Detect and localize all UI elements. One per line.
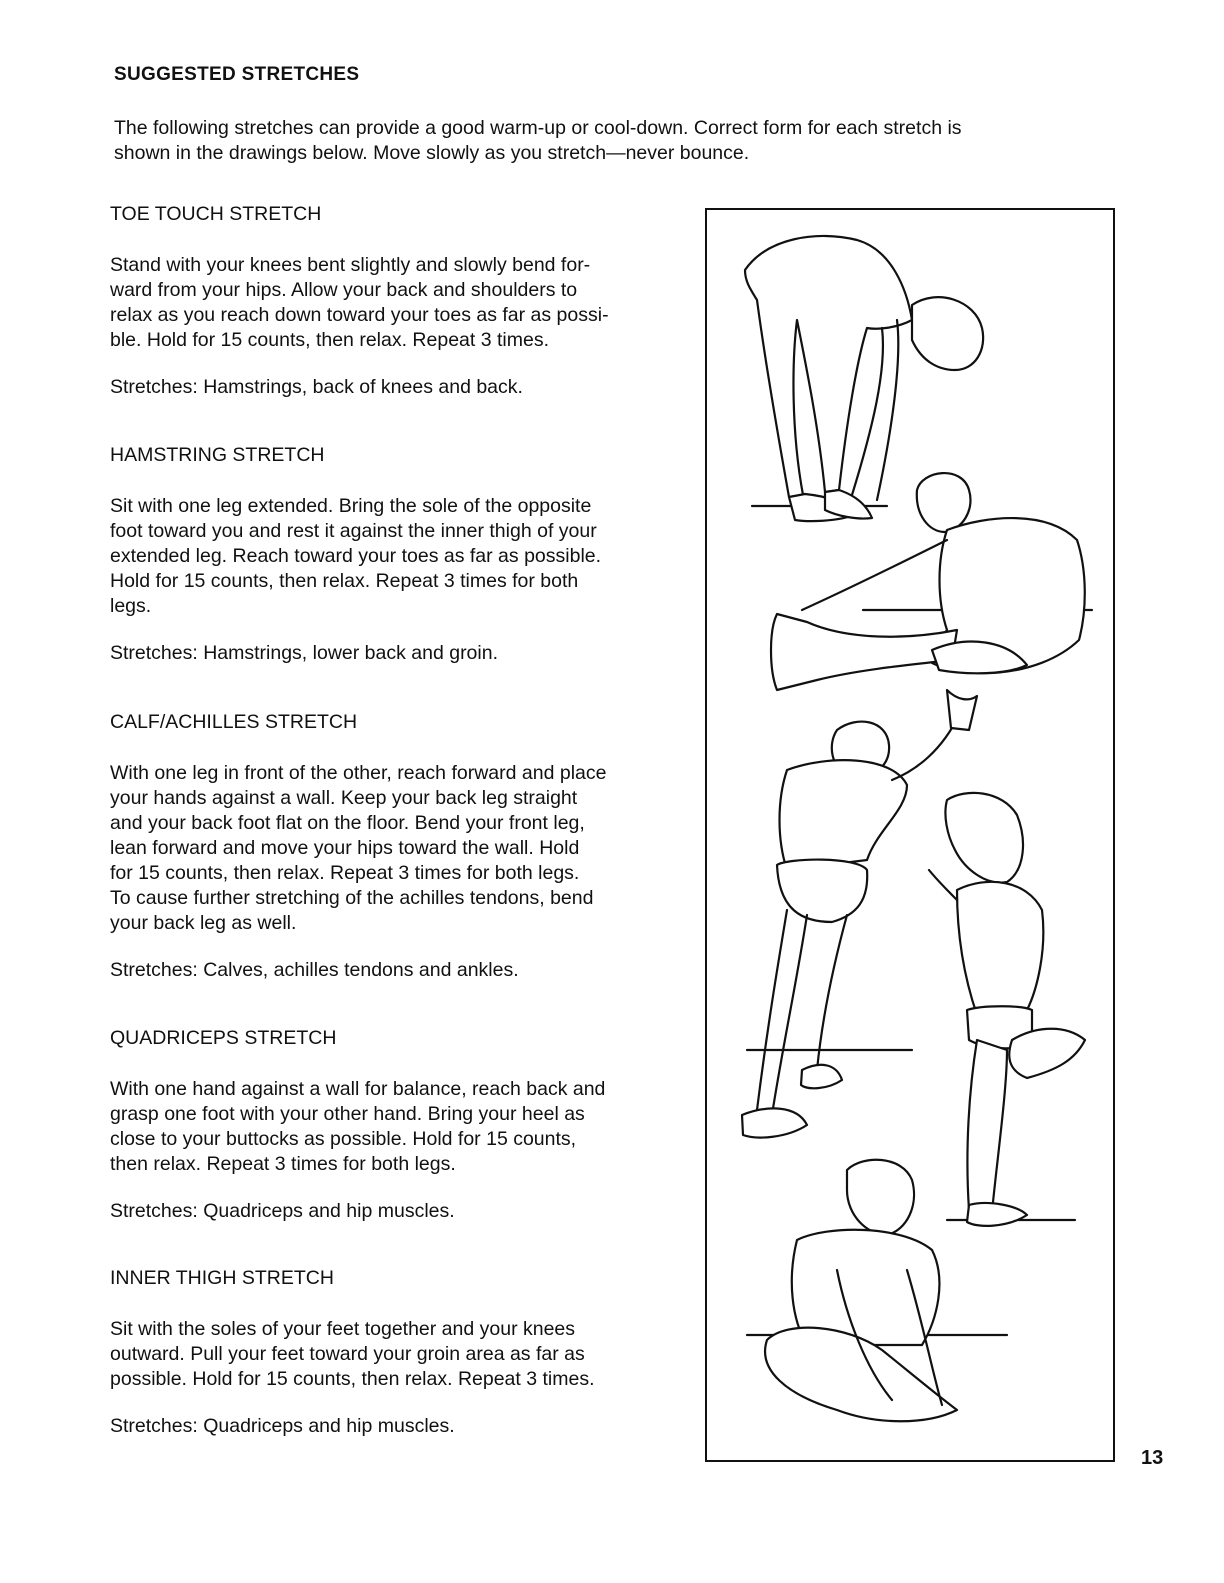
stretch-illustrations	[707, 210, 1113, 1460]
head	[917, 473, 971, 532]
section-body	[110, 761, 680, 936]
body-line: and your back foot flat on the floor. Bend your front leg,	[110, 812, 585, 834]
body-line: With one hand against a wall for balance, reach back and	[110, 1078, 606, 1100]
section-heading: INNER THIGH STRETCH	[110, 1267, 334, 1289]
calf-achilles-figure	[742, 690, 977, 1138]
arm	[802, 540, 947, 610]
body-line: for 15 counts, then relax. Repeat 3 times for both legs.	[110, 862, 580, 884]
body-line: With one leg in front of the other, reach forward and place	[110, 762, 607, 784]
section-body	[110, 1317, 680, 1392]
page-number: 13	[1141, 1447, 1164, 1469]
torso	[780, 760, 908, 870]
page-title: SUGGESTED STRETCHES	[114, 64, 360, 85]
shoe	[801, 1065, 842, 1088]
extended-leg	[771, 614, 957, 690]
crossed-legs	[765, 1328, 957, 1422]
arm	[929, 870, 957, 900]
shorts	[777, 860, 867, 922]
section-calf-achilles	[110, 710, 680, 982]
section-body	[110, 494, 680, 619]
intro-line: shown in the drawings below. Move slowly as you stretch—never bounce.	[114, 142, 750, 164]
torso	[957, 882, 1043, 1015]
head-hair	[945, 793, 1023, 883]
section-stretches: Stretches: Hamstrings, back of knees and back.	[110, 376, 523, 398]
body-line: Stand with your knees bent slightly and slowly bend for-	[110, 254, 591, 276]
section-inner-thigh	[110, 1266, 680, 1438]
body-line: foot toward you and rest it against the inner thigh of your	[110, 520, 597, 542]
head	[847, 1160, 914, 1235]
section-stretches: Stretches: Quadriceps and hip muscles.	[110, 1200, 455, 1222]
section-heading: HAMSTRING STRETCH	[110, 444, 325, 466]
front-leg	[817, 915, 847, 1070]
body-line: outward. Pull your feet toward your groin area as far as	[110, 1343, 585, 1365]
intro-line: The following stretches can provide a good warm-up or cool-down. Correct form for each stretch is	[114, 117, 962, 139]
shoe	[967, 1203, 1027, 1226]
hand	[947, 690, 977, 730]
section-toe-touch	[110, 202, 680, 399]
body-line: Hold for 15 counts, then relax. Repeat 3 times for both	[110, 570, 579, 592]
quadriceps-figure	[929, 793, 1085, 1226]
section-stretches: Stretches: Quadriceps and hip muscles.	[110, 1415, 455, 1437]
body-line: close to your buttocks as possible. Hold for 15 counts,	[110, 1128, 577, 1150]
body-line: grasp one foot with your other hand. Bring your heel as	[110, 1103, 585, 1125]
body-line: relax as you reach down toward your toes as far as possi-	[110, 304, 609, 326]
bent-leg	[1009, 1029, 1085, 1078]
standing-leg	[967, 1040, 1007, 1212]
body-line: extended leg. Reach toward your toes as far as possible.	[110, 545, 602, 567]
section-heading: QUADRICEPS STRETCH	[110, 1027, 337, 1049]
body-line: ward from your hips. Allow your back and shoulders to	[110, 279, 578, 301]
section-heading: TOE TOUCH STRETCH	[110, 203, 322, 225]
section-body	[110, 253, 680, 353]
body-line: legs.	[110, 595, 152, 617]
intro-paragraph	[114, 116, 1094, 166]
section-quadriceps	[110, 1026, 680, 1223]
head	[912, 297, 983, 370]
section-heading: CALF/ACHILLES STRETCH	[110, 711, 358, 733]
shoe	[742, 1108, 807, 1137]
arm	[877, 320, 898, 500]
arm	[892, 715, 959, 780]
section-stretches: Stretches: Calves, achilles tendons and ankles.	[110, 959, 519, 981]
back-leg	[757, 910, 787, 1110]
section-hamstring	[110, 443, 680, 665]
section-body	[110, 1077, 680, 1177]
body-line: lean forward and move your hips toward the wall. Hold	[110, 837, 580, 859]
section-stretches: Stretches: Hamstrings, lower back and groin.	[110, 642, 499, 664]
body-line: possible. Hold for 15 counts, then relax. Repeat 3 times.	[110, 1368, 595, 1390]
body-line: then relax. Repeat 3 times for both legs.	[110, 1153, 456, 1175]
torso-legs	[745, 236, 912, 497]
body-line: Sit with the soles of your feet together and your knees	[110, 1318, 576, 1340]
body-line: Sit with one leg extended. Bring the sole of the opposite	[110, 495, 592, 517]
body-line: your back leg as well.	[110, 912, 297, 934]
stretch-illustrations-panel	[705, 208, 1115, 1462]
body-line: your hands against a wall. Keep your back leg straight	[110, 787, 578, 809]
body-line: To cause further stretching of the achilles tendons, bend	[110, 887, 594, 909]
body-line: ble. Hold for 15 counts, then relax. Repeat 3 times.	[110, 329, 549, 351]
